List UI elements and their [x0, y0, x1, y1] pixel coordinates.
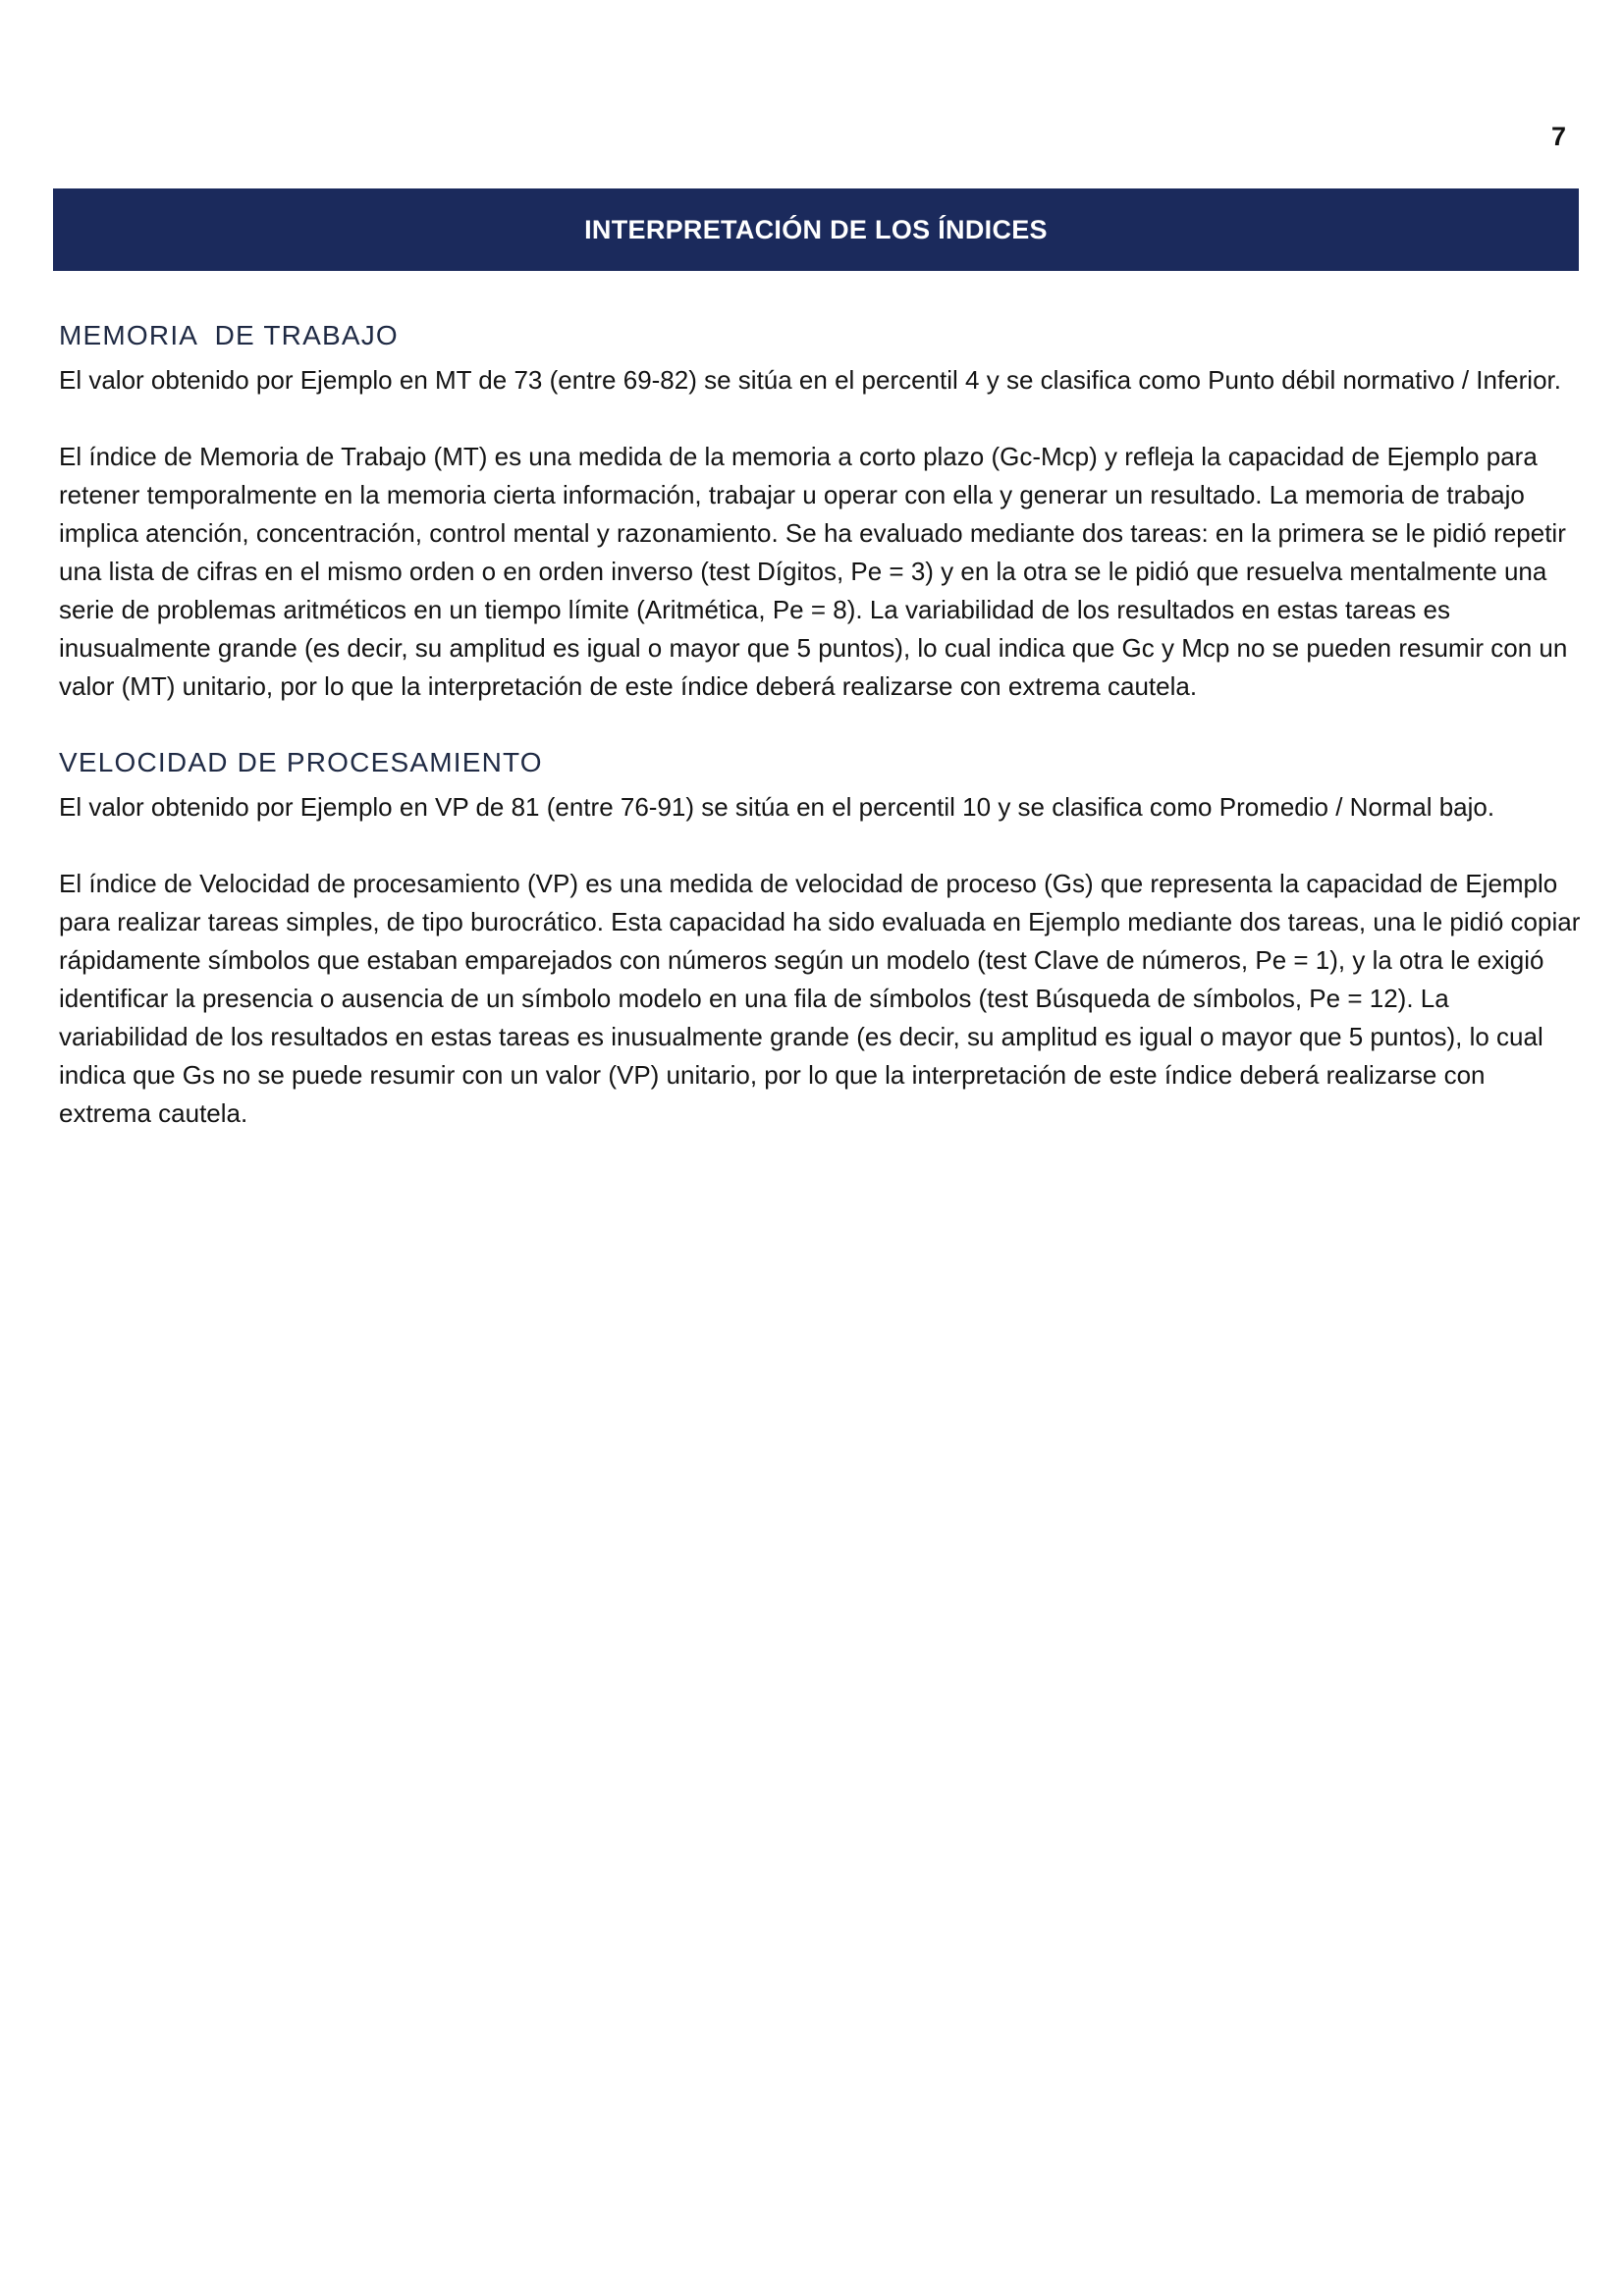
page-number: 7	[1550, 122, 1566, 151]
section-summary: El valor obtenido por Ejemplo en VP de 81 (entre 76-91) se sitúa en el percentil 10 y se clasifica como Promedio / Normal bajo.	[59, 792, 1495, 822]
section-memoria-trabajo	[59, 316, 1583, 706]
banner-title: INTERPRETACIÓN DE LOS ÍNDICES	[584, 214, 1048, 244]
section-heading: VELOCIDAD DE PROCESAMIENTO	[59, 747, 543, 777]
section-banner	[53, 188, 1579, 271]
report-content	[59, 316, 1583, 1133]
section-velocidad-procesamiento	[59, 743, 1583, 1133]
section-heading: MEMORIA DE TRABAJO	[59, 320, 399, 350]
section-body: El índice de Velocidad de procesamiento (VP) es una medida de velocidad de proceso (Gs) que representa la capacidad de Ejemplo para realizar tareas simples, de tipo burocrático. Esta capacidad ha sido evaluada en Ejemplo mediante dos tareas, una le pidió copiar rápidamente símbolos que estaban emparejados con números según un modelo (test Clave de números, Pe = 1), y la otra le exigió identificar la presencia o ausencia de un símbolo modelo en una fila de símbolos (test Búsqueda de símbolos, Pe = 12). La variabilidad de los resultados en estas tareas es inusualmente grande (es decir, su amplitud es igual o mayor que 5 puntos), lo cual indica que Gs no se puede resumir con un valor (VP) unitario, por lo que la interpretación de este índice deberá realizarse con extrema cautela.	[59, 869, 1581, 1128]
section-summary: El valor obtenido por Ejemplo en MT de 73 (entre 69-82) se sitúa en el percentil 4 y se clasifica como Punto débil normativo / Inferior.	[59, 365, 1561, 395]
section-spacer	[59, 706, 1583, 743]
section-body: El índice de Memoria de Trabajo (MT) es una medida de la memoria a corto plazo (Gc-Mcp) y refleja la capacidad de Ejemplo para retener temporalmente en la memoria cierta información, trabajar u operar con ella y generar un resultado. La memoria de trabajo implica atención, concentración, control mental y razonamiento. Se ha evaluado mediante dos tareas: en la primera se le pidió repetir una lista de cifras en el mismo orden o en orden inverso (test Dígitos, Pe = 3) y en la otra se le pidió que resuelva mentalmente una serie de problemas aritméticos en un tiempo límite (Aritmética, Pe = 8). La variabilidad de los resultados en estas tareas es inusualmente grande (es decir, su amplitud es igual o mayor que 5 puntos), lo cual indica que Gc y Mcp no se pueden resumir con un valor (MT) unitario, por lo que la interpretación de este índice deberá realizarse con extrema cautela.	[59, 442, 1568, 701]
paragraph-spacer	[59, 827, 1583, 865]
paragraph-spacer	[59, 400, 1583, 438]
